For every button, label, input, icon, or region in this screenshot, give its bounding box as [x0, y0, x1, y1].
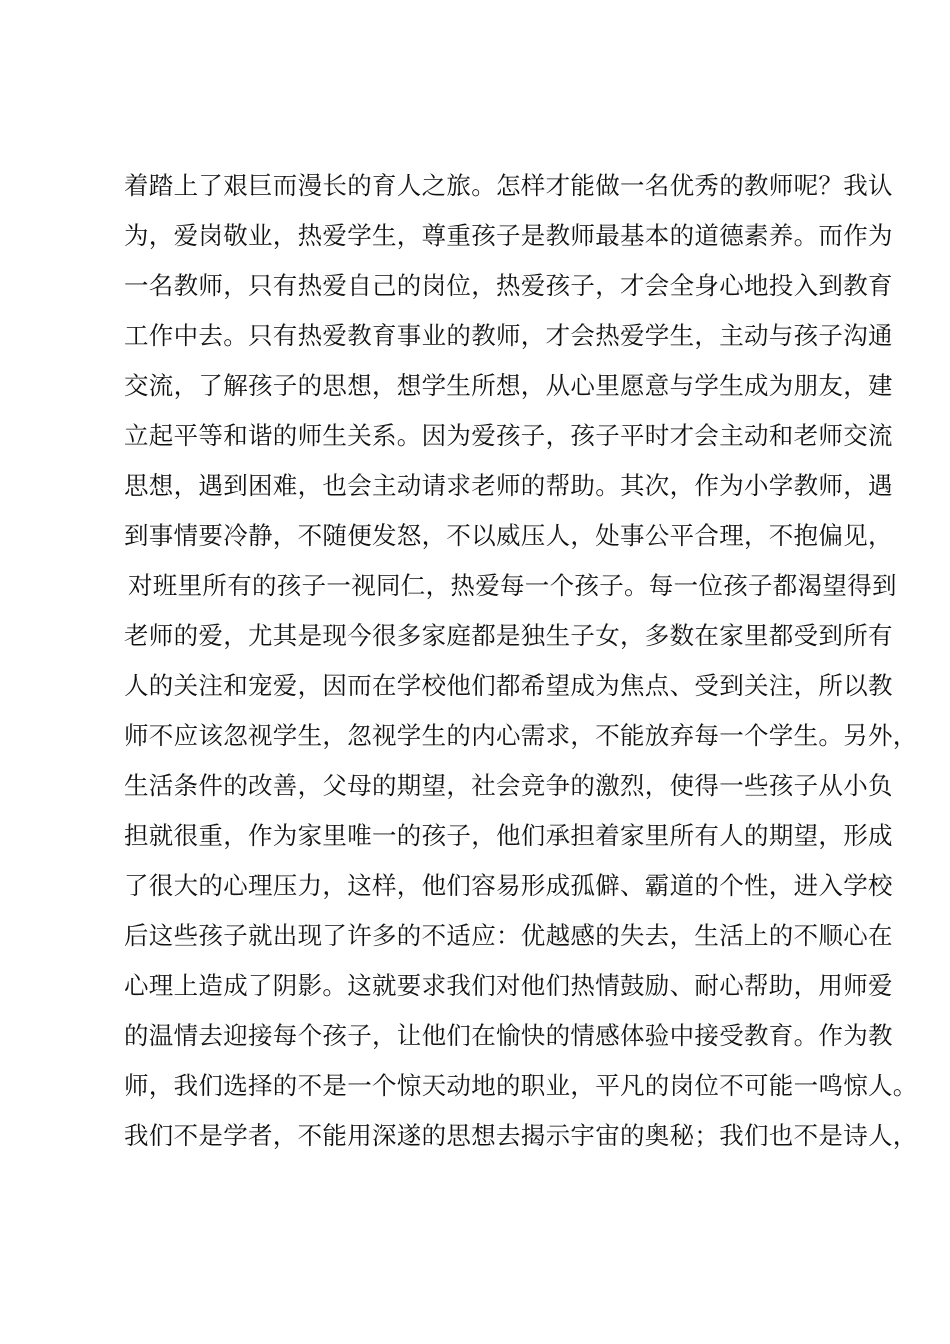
- text-line-8: 到事情要冷静，不随便发怒，不以威压人，处事公平合理，不抱偏见，: [124, 521, 893, 550]
- text-line-18: 的温情去迎接每个孩子，让他们在愉快的情感体验中接受教育。作为教: [124, 1021, 893, 1050]
- text-line-11: 人的关注和宠爱，因而在学校他们都希望成为焦点、受到关注，所以教: [124, 671, 893, 700]
- text-line-2: 为，爱岗敬业，热爱学生，尊重孩子是教师最基本的道德素养。而作为: [124, 221, 893, 250]
- text-line-15: 了很大的心理压力，这样，他们容易形成孤僻、霸道的个性，进入学校: [124, 871, 893, 900]
- text-line-19: 师，我们选择的不是一个惊天动地的职业，平凡的岗位不可能一鸣惊人。: [124, 1071, 918, 1100]
- text-line-10: 老师的爱，尤其是现今很多家庭都是独生子女，多数在家里都受到所有: [124, 621, 893, 650]
- text-line-3: 一名教师，只有热爱自己的岗位，热爱孩子，才会全身心地投入到教育: [124, 271, 893, 300]
- body-text: [124, 161, 918, 1161]
- text-line-14: 担就很重，作为家里唯一的孩子，他们承担着家里所有人的期望，形成: [124, 821, 893, 850]
- text-line-12: 师不应该忽视学生，忽视学生的内心需求，不能放弃每一个学生。另外，: [124, 721, 918, 750]
- text-line-16: 后这些孩子就出现了许多的不适应：优越感的失去，生活上的不顺心在: [124, 921, 893, 950]
- text-line-4: 工作中去。只有热爱教育事业的教师，才会热爱学生，主动与孩子沟通: [124, 321, 893, 350]
- text-line-13: 生活条件的改善，父母的期望，社会竞争的激烈，使得一些孩子从小负: [124, 771, 893, 800]
- text-line-20: 我们不是学者，不能用深遂的思想去揭示宇宙的奥秘；我们也不是诗人，: [124, 1121, 918, 1150]
- text-line-7: 思想，遇到困难，也会主动请求老师的帮助。其次，作为小学教师，遇: [124, 471, 893, 500]
- text-line-5: 交流，了解孩子的思想，想学生所想，从心里愿意与学生成为朋友，建: [124, 371, 893, 400]
- text-line-6: 立起平等和谐的师生关系。因为爱孩子，孩子平时才会主动和老师交流: [124, 421, 893, 450]
- text-line-17: 心理上造成了阴影。这就要求我们对他们热情鼓励、耐心帮助，用师爱: [124, 971, 893, 1000]
- text-line-1: 着踏上了艰巨而漫长的育人之旅。怎样才能做一名优秀的教师呢？我认: [124, 171, 893, 200]
- text-line-9: 对班里所有的孩子一视同仁，热爱每一个孩子。每一位孩子都渴望得到: [128, 571, 897, 600]
